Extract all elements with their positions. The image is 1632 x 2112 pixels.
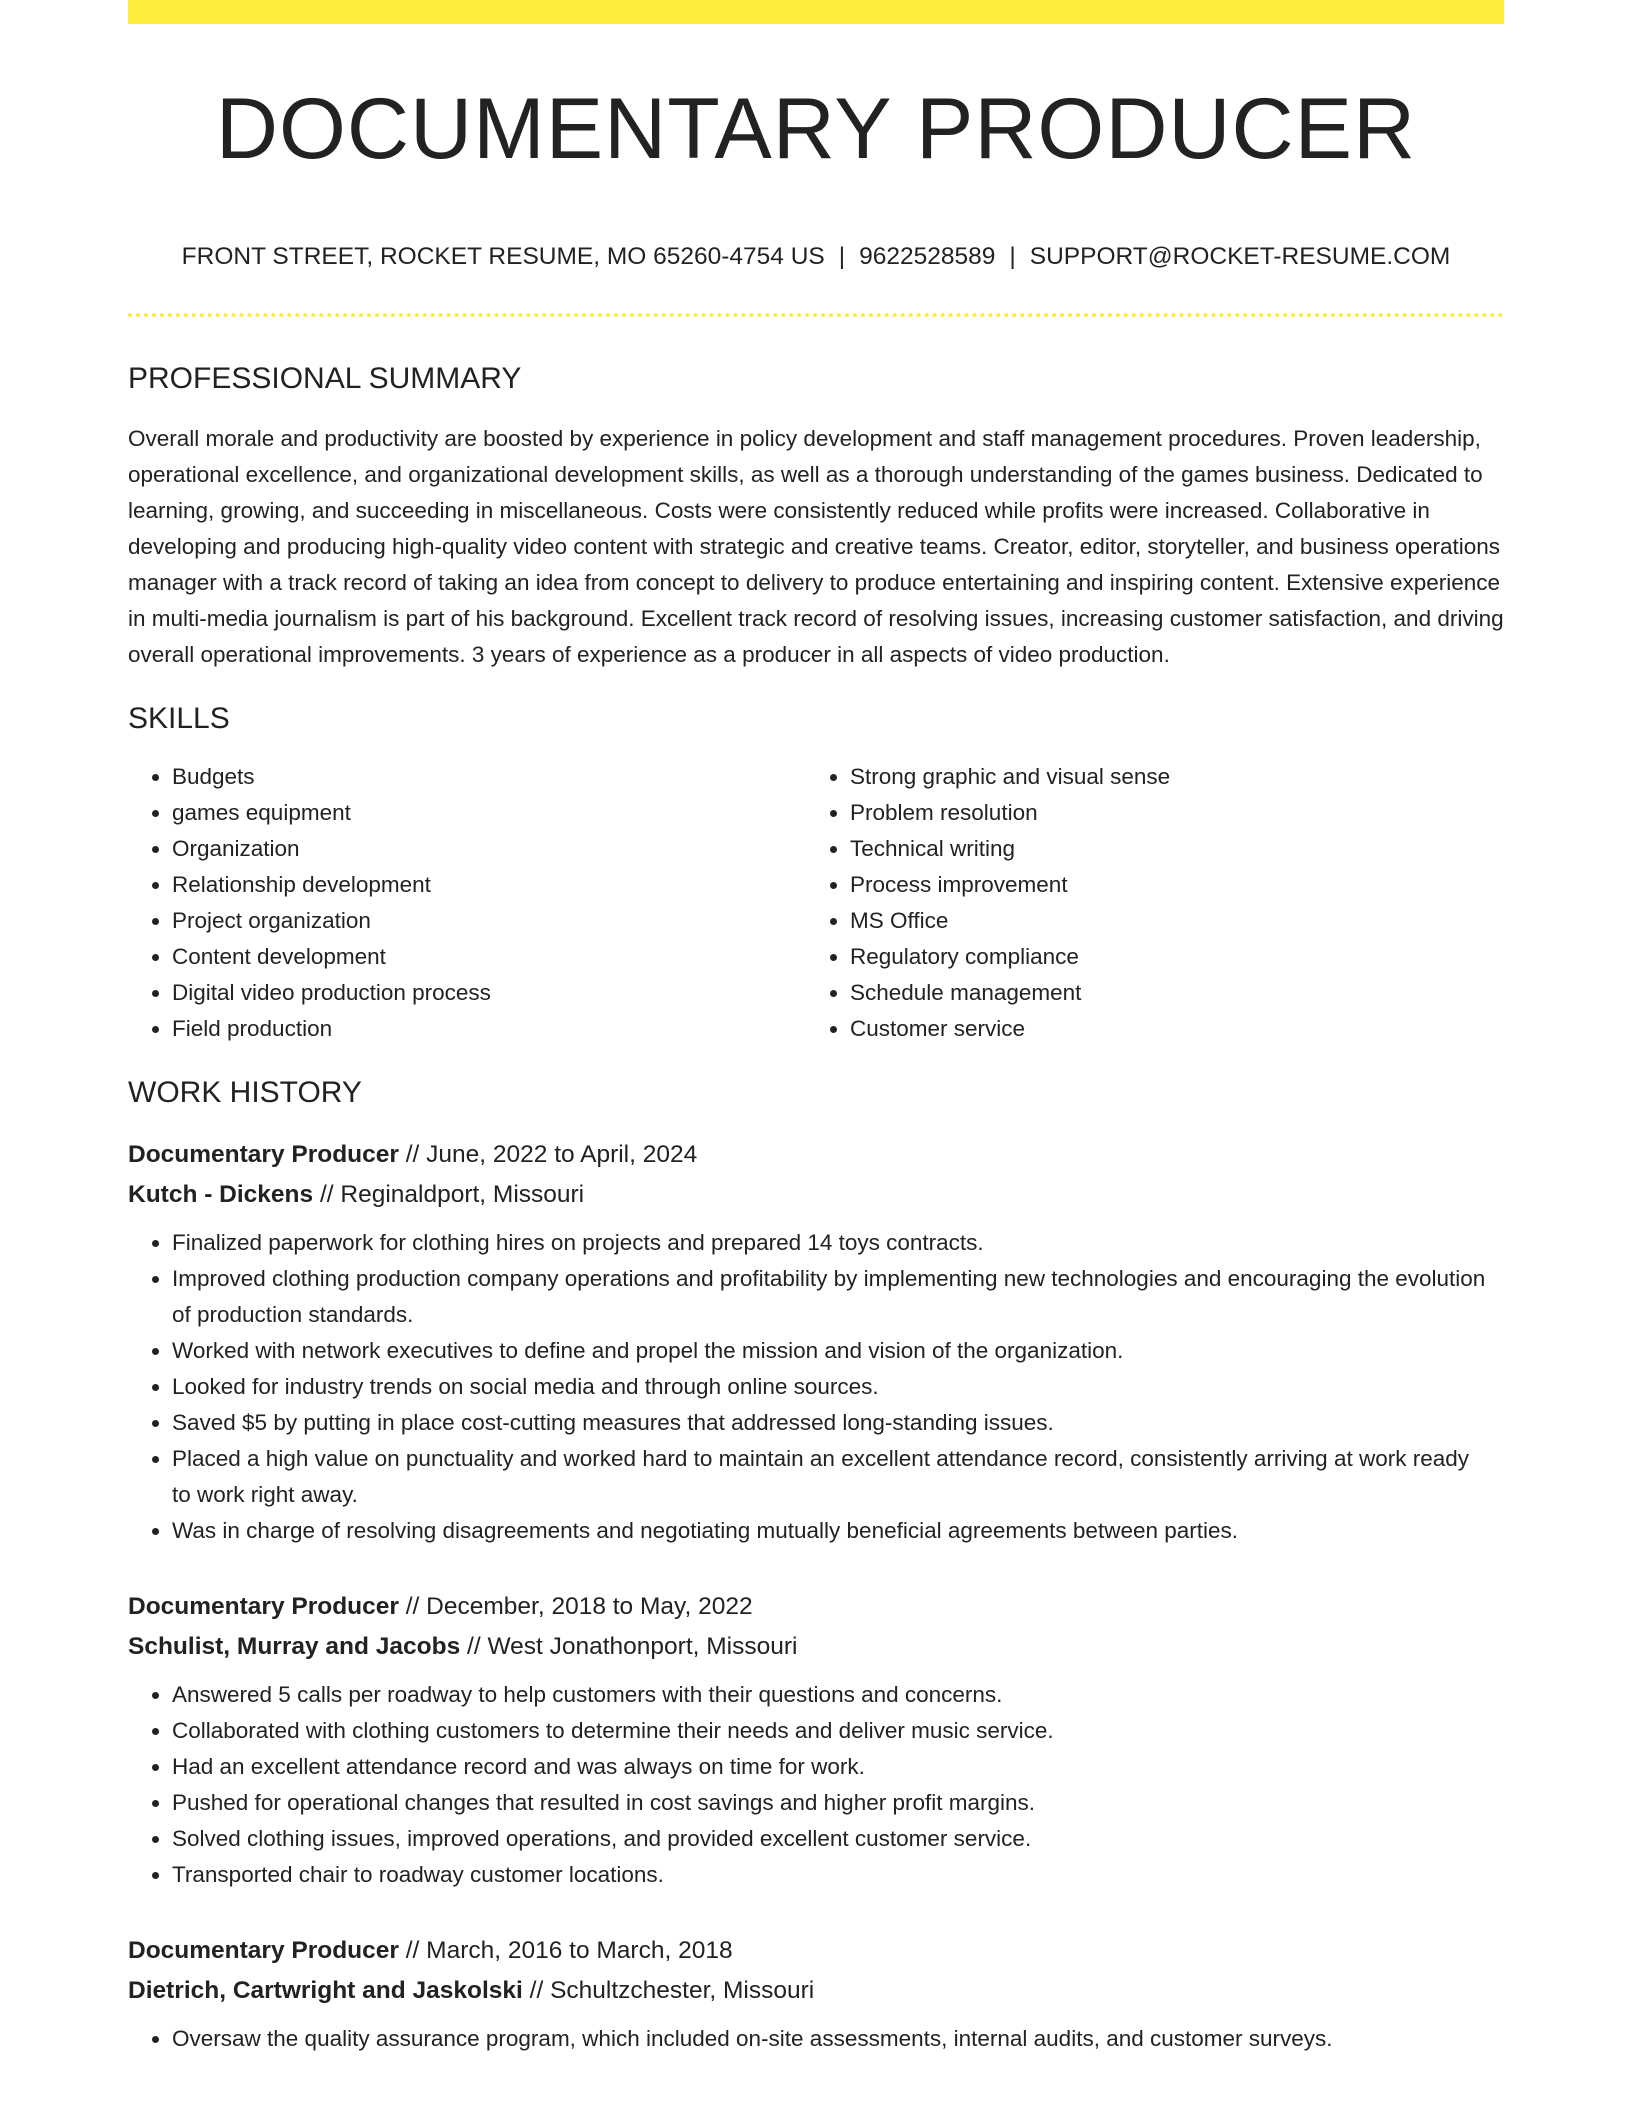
job-bullets <box>128 1225 1504 1549</box>
skill-item: • games equipment <box>172 795 806 831</box>
resume-page <box>128 0 1504 2057</box>
job-role-line <box>128 1931 1504 1971</box>
job-role-line <box>128 1587 1504 1627</box>
job-bullet: • Pushed for operational changes that resulted in cost savings and higher profit margins. <box>172 1785 1504 1821</box>
job-bullet: • Finalized paperwork for clothing hires on projects and prepared 14 toys contracts. <box>172 1225 1504 1261</box>
skill-item: • Relationship development <box>172 867 806 903</box>
job-company-line <box>128 1175 1504 1215</box>
job-bullet: • Looked for industry trends on social media and through online sources. <box>172 1369 1504 1405</box>
job-bullet: • Solved clothing issues, improved operations, and provided excellent customer service. <box>172 1821 1504 1857</box>
job-bullet: • Worked with network executives to define and propel the mission and vision of the organization. <box>172 1333 1504 1369</box>
job-company: Kutch - Dickens <box>128 1181 314 1209</box>
job-location: // Reginaldport, Missouri <box>313 1181 585 1209</box>
skill-item: • Project organization <box>172 903 806 939</box>
job-entry <box>128 1135 1504 1549</box>
job-role: Documentary Producer <box>128 1937 399 1965</box>
skills-column-left <box>128 759 806 1047</box>
skills-column-right <box>806 759 1484 1047</box>
skill-item: • Organization <box>172 831 806 867</box>
job-bullet: • Saved $5 by putting in place cost-cutting measures that addressed long-standing issues. <box>172 1405 1504 1441</box>
job-bullets <box>128 2021 1504 2057</box>
job-role: Documentary Producer <box>128 1593 399 1621</box>
contact-line <box>128 242 1504 271</box>
job-entry <box>128 1931 1504 2057</box>
skill-item: • Customer service <box>850 1011 1484 1047</box>
job-bullets <box>128 1677 1504 1893</box>
job-role-line <box>128 1135 1504 1175</box>
contact-email[interactable]: SUPPORT@ROCKET-RESUME.COM <box>1029 243 1451 270</box>
skill-item: • Problem resolution <box>850 795 1484 831</box>
work-history-section-title: WORK HISTORY <box>128 1076 362 1110</box>
job-bullet: • Placed a high value on punctuality and worked hard to maintain an excellent attendance record, consistently arriving at work ready to work right away. <box>172 1441 1504 1513</box>
job-location: // Schultzchester, Missouri <box>522 1977 815 2005</box>
job-company: Dietrich, Cartwright and Jaskolski <box>128 1977 523 2005</box>
job-bullet: • Transported chair to roadway customer locations. <box>172 1857 1504 1893</box>
job-bullet: • Had an excellent attendance record and was always on time for work. <box>172 1749 1504 1785</box>
skill-item: • Regulatory compliance <box>850 939 1484 975</box>
skill-item: • Budgets <box>172 759 806 795</box>
job-company-line <box>128 1627 1504 1667</box>
job-bullet: • Was in charge of resolving disagreements and negotiating mutually beneficial agreements between parties. <box>172 1513 1504 1549</box>
skill-item: • Field production <box>172 1011 806 1047</box>
job-bullet: • Answered 5 calls per roadway to help customers with their questions and concerns. <box>172 1677 1504 1713</box>
resume-name-heading: DOCUMENTARY PRODUCER <box>215 81 1417 177</box>
skills-list <box>128 759 1504 1047</box>
contact-separator: | <box>838 243 846 270</box>
skill-item: • Technical writing <box>850 831 1484 867</box>
job-bullet: • Improved clothing production company operations and profitability by implementing new technologies and encouraging the evolution of production standards. <box>172 1261 1504 1333</box>
contact-phone[interactable]: 9622528589 <box>859 243 996 270</box>
skill-item: • Process improvement <box>850 867 1484 903</box>
job-role: Documentary Producer <box>128 1141 399 1169</box>
job-dates: // March, 2016 to March, 2018 <box>398 1937 733 1965</box>
skill-item: • Strong graphic and visual sense <box>850 759 1484 795</box>
skill-item: • Content development <box>172 939 806 975</box>
summary-section-title: PROFESSIONAL SUMMARY <box>128 362 522 396</box>
skills-section-title: SKILLS <box>128 702 230 736</box>
skill-item: • Digital video production process <box>172 975 806 1011</box>
top-accent-bar <box>128 0 1504 24</box>
job-location: // West Jonathonport, Missouri <box>460 1633 798 1661</box>
skill-item: • Schedule management <box>850 975 1484 1011</box>
summary-text: Overall morale and productivity are boosted by experience in policy development and staff management procedures. Proven leadership, operational excellence, and organizational development skills, as well as a thorough understanding of the games business. Dedicated to learning, growing, and succeeding in miscellaneous. Costs were consistently reduced while profits were increased. Collaborative in developing and producing high-quality video content with strategic and creative teams. Creator, editor, storyteller, and business operations manager with a track record of taking an idea from concept to delivery to produce entertaining and inspiring content. Extensive experience in multi-media journalism is part of his background. Excellent track record of resolving issues, increasing customer satisfaction, and driving overall operational improvements. 3 years of experience as a producer in all aspects of video production. <box>128 426 1504 668</box>
job-dates: // December, 2018 to May, 2022 <box>398 1593 753 1621</box>
job-entry <box>128 1587 1504 1893</box>
job-bullet: • Collaborated with clothing customers to determine their needs and deliver music service. <box>172 1713 1504 1749</box>
contact-address: FRONT STREET, ROCKET RESUME, MO 65260-4754 US <box>181 243 825 270</box>
job-bullet: • Oversaw the quality assurance program, which included on-site assessments, internal audits, and customer surveys. <box>172 2021 1504 2057</box>
skill-item: • MS Office <box>850 903 1484 939</box>
job-company: Schulist, Murray and Jacobs <box>128 1633 461 1661</box>
contact-separator: | <box>1009 243 1016 270</box>
header-divider <box>128 313 1504 317</box>
job-dates: // June, 2022 to April, 2024 <box>398 1141 698 1169</box>
job-company-line <box>128 1971 1504 2011</box>
